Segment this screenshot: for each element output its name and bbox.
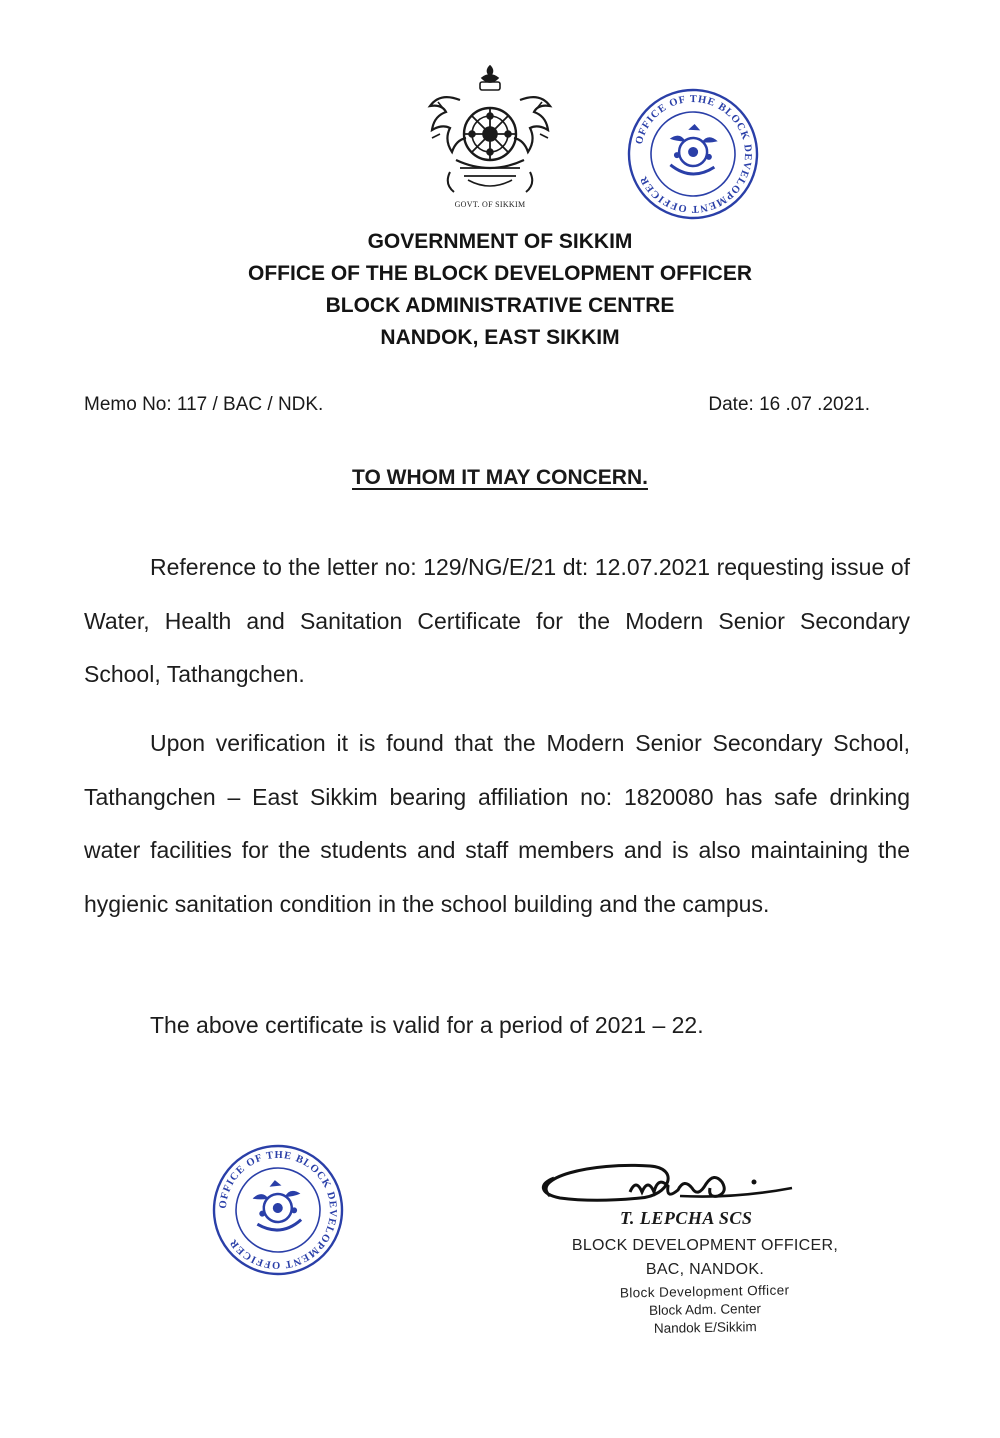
subject-heading: TO WHOM IT MAY CONCERN. xyxy=(352,466,648,489)
signatory-designation: BLOCK DEVELOPMENT OFFICER, xyxy=(571,1237,839,1254)
stamp-line-location: Nandok E/Sikkim xyxy=(653,1319,757,1336)
memo-number: Memo No: 117 / BAC / NDK. xyxy=(84,394,324,415)
office-seal-bottom xyxy=(203,1135,352,1284)
letterhead xyxy=(0,226,1000,354)
office-seal-top xyxy=(622,83,765,226)
letterhead-location: NANDOK, EAST SIKKIM xyxy=(380,326,620,349)
memo-row xyxy=(84,394,870,416)
office-seal-icon xyxy=(203,1135,352,1284)
office-seal-icon xyxy=(622,83,765,226)
signatory-name: T. LEPCHA SCS xyxy=(620,1208,753,1228)
seal-ring-text: OFFICE OF THE BLOCK DEVELOPMENT OFFICER xyxy=(217,1149,339,1271)
state-emblem xyxy=(420,60,560,212)
sikkim-state-emblem-icon xyxy=(420,60,560,200)
letterhead-government: GOVERNMENT OF SIKKIM xyxy=(367,230,633,253)
body-paragraph-validity: The above certificate is valid for a period of 2021 – 22. xyxy=(150,1012,704,1038)
letterhead-office: OFFICE OF THE BLOCK DEVELOPMENT OFFICER xyxy=(248,262,752,285)
designation-stamp xyxy=(590,1281,821,1339)
signatory-block xyxy=(540,1234,870,1282)
letterhead-centre: BLOCK ADMINISTRATIVE CENTRE xyxy=(325,294,675,317)
memo-date: Date: 16 .07 .2021. xyxy=(708,394,870,415)
stamp-line-center: Block Adm. Center xyxy=(648,1301,762,1318)
body-paragraph-verification: Upon verification it is found that the Modern Senior Secondary School, Tathangchen – East Sikkim bearing affiliation no: 1820080 has safe drinking water facilities for the students and staff members and is also maintaining the hygienic sanitation condition in the school building and the campus. xyxy=(84,730,910,917)
seal-ring-text: OFFICE OF THE BLOCK DEVELOPMENT OFFICER xyxy=(633,93,754,215)
stamp-line-designation: Block Development Officer xyxy=(619,1282,790,1301)
emblem-caption: GOVT. OF SIKKIM xyxy=(454,200,526,209)
body-paragraph-reference: Reference to the letter no: 129/NG/E/21 dt: 12.07.2021 requesting issue of Water, Health and Sanitation Certificate for the Modern Senior Secondary School, Tathangchen. xyxy=(84,554,910,687)
signatory-office: BAC, NANDOK. xyxy=(645,1261,765,1278)
